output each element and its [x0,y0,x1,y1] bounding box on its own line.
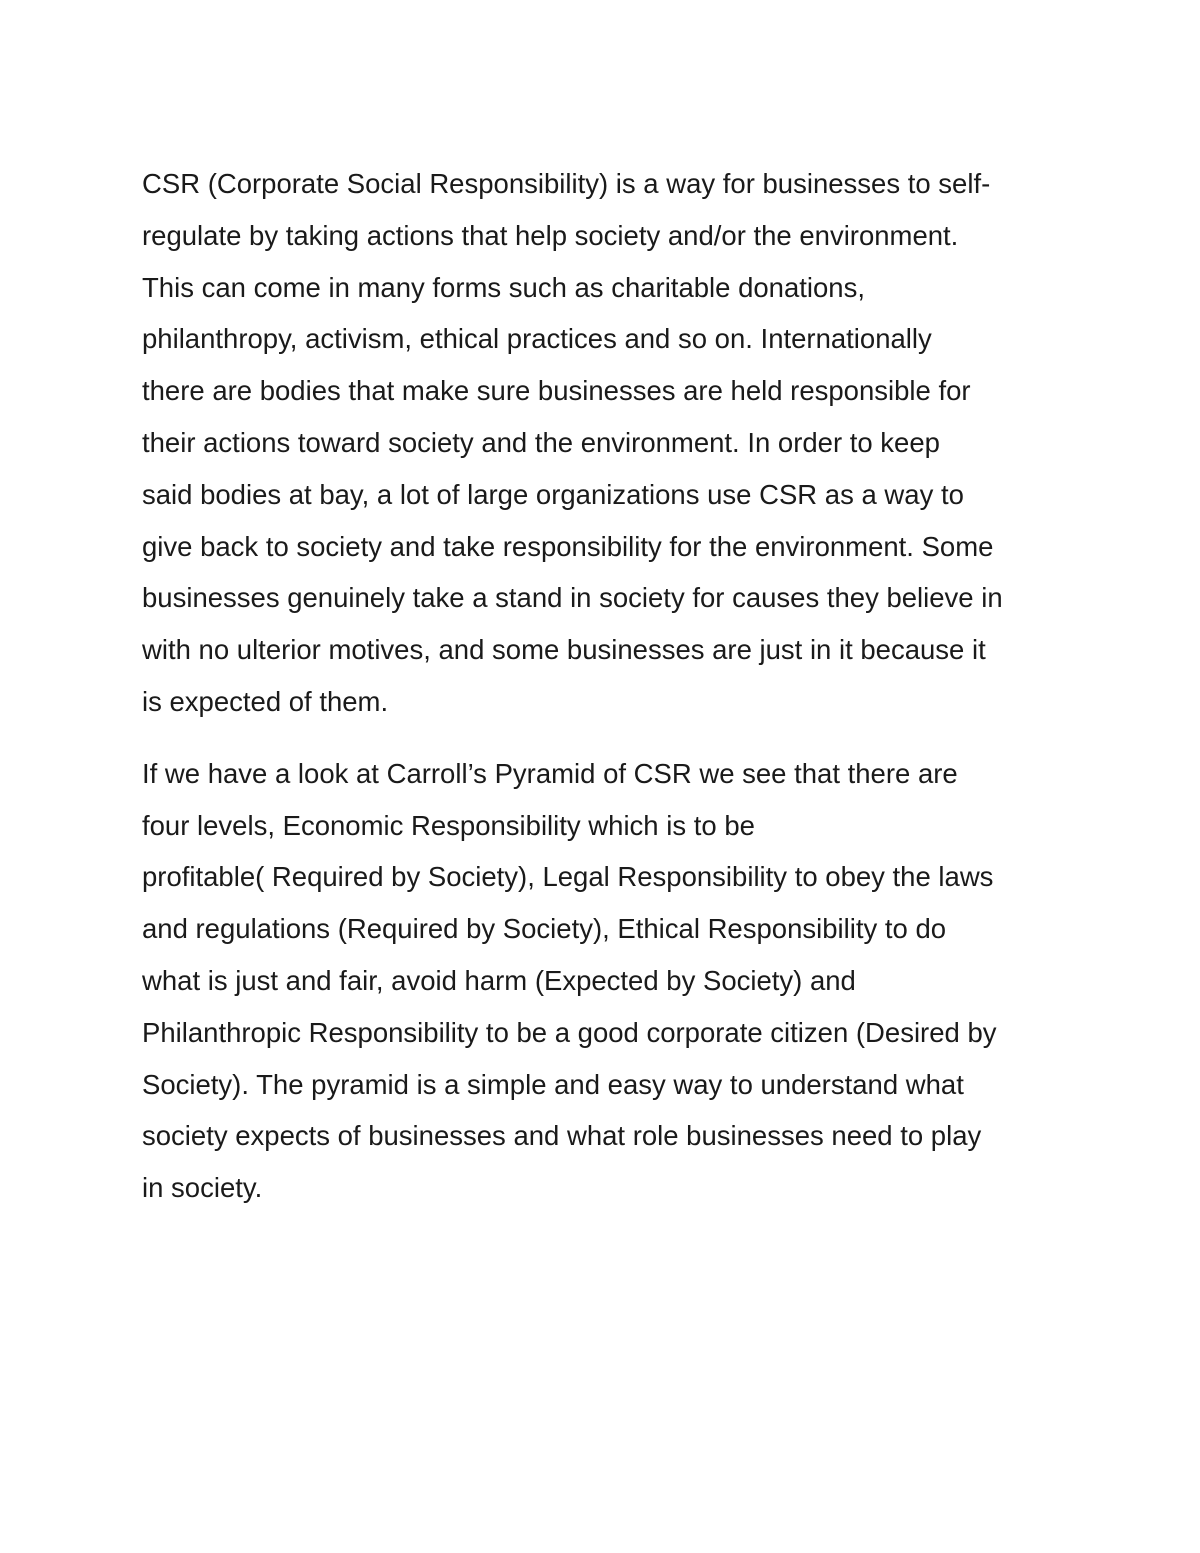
paragraph-line: what is just and fair, avoid harm (Expected by Society) and [142,964,856,996]
paragraph-line: and regulations (Required by Society), Ethical Responsibility to do [142,913,947,945]
paragraph-line: Society). The pyramid is a simple and easy way to understand what [142,1068,964,1100]
paragraph-line: said bodies at bay, a lot of large organizations use CSR as a way to [142,478,964,510]
paragraph-line: This can come in many forms such as charitable donations, [142,271,865,303]
paragraph-line: philanthropy, activism, ethical practices and so on. Internationally [142,323,932,355]
paragraph-line: four levels, Economic Responsibility which is to be [142,809,755,841]
paragraph-line: in society. [142,1172,263,1204]
paragraph-2 [142,748,1058,1214]
paragraph-line: is expected of them. [142,685,389,717]
paragraph-1 [142,158,1058,728]
paragraph-line: CSR (Corporate Social Responsibility) is a way for businesses to self- [142,168,991,199]
paragraph-line: businesses genuinely take a stand in society for causes they believe in [142,582,1003,614]
paragraph-line: If we have a look at Carroll’s Pyramid of CSR we see that there are [142,757,958,789]
paragraph-line: Philanthropic Responsibility to be a good corporate citizen (Desired by [142,1016,997,1048]
paragraph-line: with no ulterior motives, and some businesses are just in it because it [142,634,986,666]
paragraph-line: their actions toward society and the environment. In order to keep [142,426,940,458]
paragraph-line: regulate by taking actions that help society and/or the environment. [142,219,959,251]
paragraph-line: society expects of businesses and what role businesses need to play [142,1120,982,1152]
paragraph-line: profitable( Required by Society), Legal Responsibility to obey the laws [142,861,994,893]
paragraph-line: there are bodies that make sure businesses are held responsible for [142,375,971,407]
paragraph-line: give back to society and take responsibility for the environment. Some [142,530,994,562]
document-body [142,158,1058,1234]
